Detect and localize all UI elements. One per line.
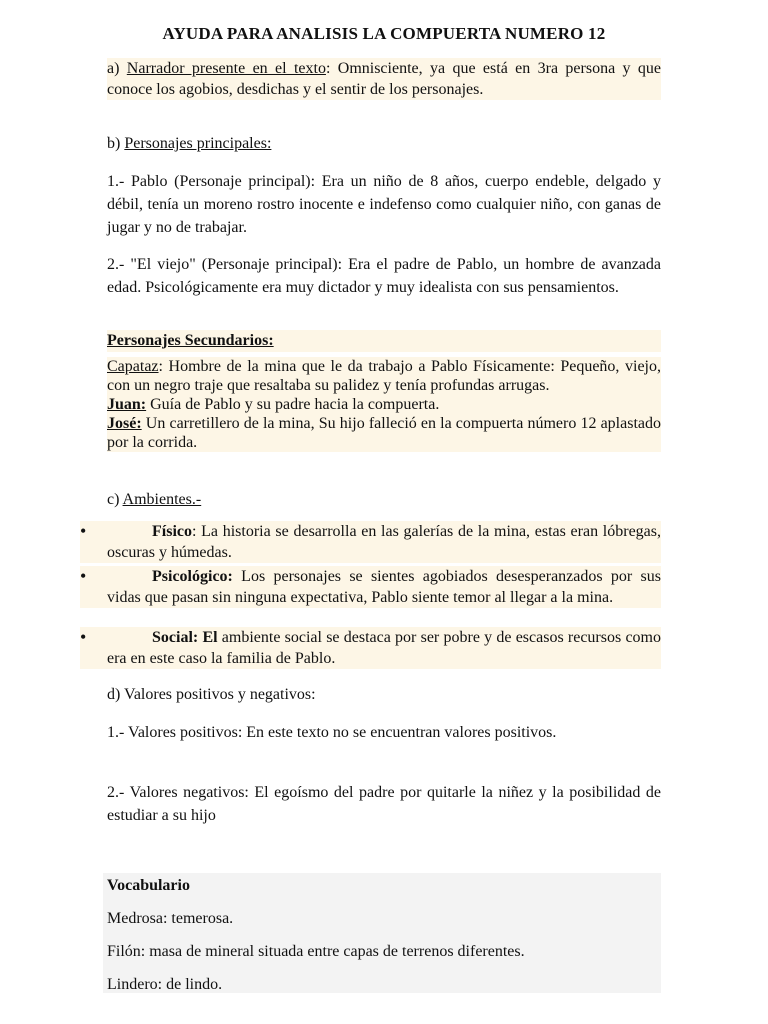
- character-pablo: 1.- Pablo (Personaje principal): Era un niño de 8 años, cuerpo endeble, delgado y débil, tenía un moreno rostro inocente e indefenso como cualquier niño, con ganas de jugar y no de trabajar.: [107, 173, 661, 236]
- character-capataz: Capataz: Hombre de la mina que le da trabajo a Pablo Físicamente: Pequeño, viejo, con un negro traje que resaltaba su palidez y tenía profundas arrugas.: [107, 358, 661, 394]
- main-characters-heading: b) Personajes principales:: [107, 135, 272, 152]
- environments-heading: c) Ambientes.-: [107, 491, 202, 508]
- vocabulary-title: Vocabulario: [107, 877, 190, 894]
- character-jose: José: Un carretillero de la mina, Su hijo falleció en la compuerta número 12 aplastado por la corrida.: [107, 415, 661, 451]
- vocabulary-item: Filón: masa de mineral situada entre capas de terrenos diferentes.: [107, 943, 525, 960]
- secondary-characters-heading: Personajes Secundarios:: [107, 330, 661, 352]
- character-viejo: 2.- "El viejo" (Personaje principal): Era el padre de Pablo, un hombre de avanzada edad. Psicológicamente era muy dictador y muy idealista con sus pensamientos.: [107, 256, 661, 296]
- bullet-icon: •: [80, 566, 87, 586]
- negative-values: 2.- Valores negativos: El egoísmo del padre por quitarle la niñez y la posibilidad de estudiar a su hijo: [107, 784, 661, 824]
- bullet-icon: •: [80, 521, 87, 541]
- vocabulary-item: Lindero: de lindo.: [107, 976, 223, 993]
- bullet-icon: •: [80, 627, 87, 647]
- character-juan: Juan: Guía de Pablo y su padre hacia la compuerta.: [107, 396, 440, 413]
- values-heading: d) Valores positivos y negativos:: [107, 686, 316, 703]
- list-item: • Psicológico: Los personajes se sientes agobiados desesperanzados por sus vidas que pasan sin ninguna expectativa, Pablo siente temor al llegar a la mina.: [80, 566, 661, 606]
- vocabulary-item: Medrosa: temerosa.: [107, 910, 234, 927]
- narrator-paragraph: a) Narrador presente en el texto: Omnisciente, ya que está en 3ra persona y que conoce los agobios, desdichas y el sentir de los personajes.: [107, 60, 662, 98]
- list-item: • Social: El ambiente social se destaca por ser pobre y de escasos recursos como era en este caso la familia de Pablo.: [80, 627, 661, 667]
- page-title: AYUDA PARA ANALISIS LA COMPUERTA NUMERO 12: [162, 24, 606, 43]
- narrator-label: Narrador presente en el texto: [126, 60, 326, 77]
- list-item: • Físico: La historia se desarrolla en las galerías de la mina, estas eran lóbregas, oscuras y húmedas.: [80, 521, 661, 561]
- positive-values: 1.- Valores positivos: En este texto no se encuentran valores positivos.: [107, 724, 557, 741]
- secondary-characters-list: [107, 357, 661, 452]
